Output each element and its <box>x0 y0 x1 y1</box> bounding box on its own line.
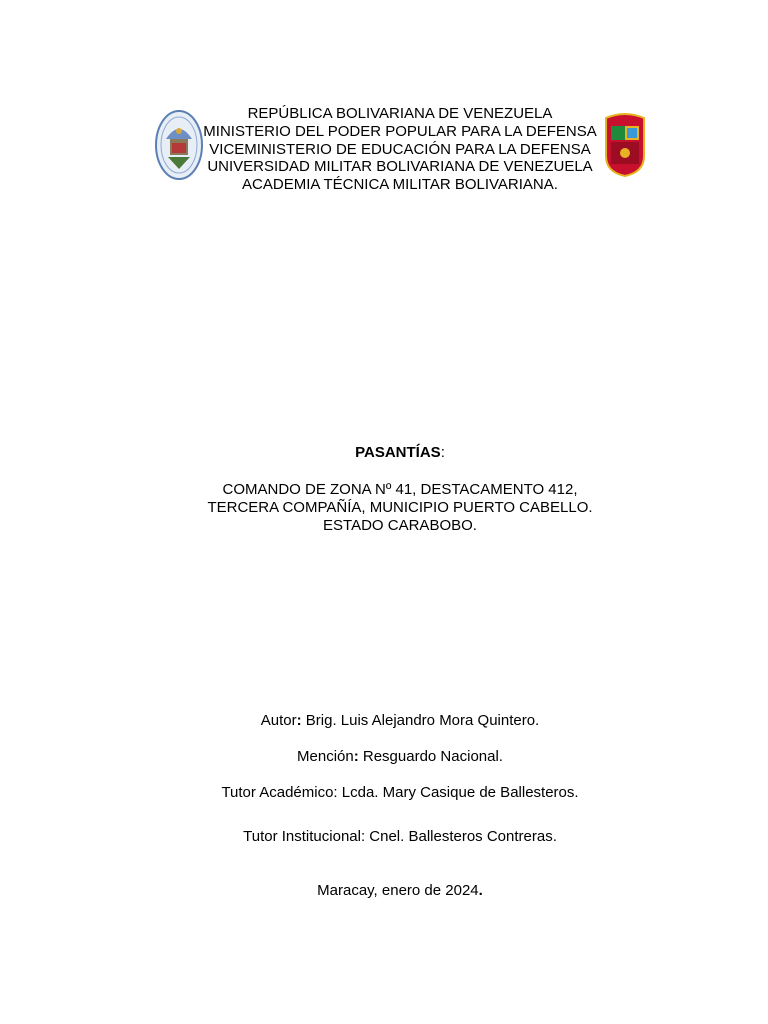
academy-shield-icon <box>603 112 647 178</box>
mention-colon: : <box>353 748 359 765</box>
author-label: Autor <box>260 712 297 729</box>
header-line-3: VICEMINISTERIO DE EDUCACIÓN PARA LA DEFENSA <box>209 140 591 158</box>
institution-header <box>0 105 768 194</box>
document-title <box>0 444 768 462</box>
academic-tutor-line: Tutor Académico: Lcda. Mary Casique de Ballesteros. <box>221 784 579 801</box>
header-line-4: UNIVERSIDAD MILITAR BOLIVARIANA DE VENEZUELA <box>207 158 593 176</box>
mention-label: Mención <box>297 748 354 765</box>
mention-line <box>0 748 768 766</box>
institutional-tutor-line: Tutor Institucional: Cnel. Ballesteros Contreras. <box>243 828 557 845</box>
author-colon: : <box>296 712 302 729</box>
title-colon: : <box>440 444 445 461</box>
place-date-period: . <box>478 882 483 899</box>
title-heading: PASANTÍAS <box>355 444 441 461</box>
author-value: Brig. Luis Alejandro Mora Quintero. <box>301 712 540 729</box>
subtitle-line-1: COMANDO DE ZONA Nº 41, DESTACAMENTO 412, <box>222 481 578 498</box>
subtitle-line-2: TERCERA COMPAÑÍA, MUNICIPIO PUERTO CABELLO. <box>207 499 593 516</box>
header-line-1: REPÚBLICA BOLIVARIANA DE VENEZUELA <box>247 105 553 122</box>
title-block <box>0 444 768 535</box>
subtitle-line-3: ESTADO CARABOBO. <box>323 517 477 534</box>
header-line-2: MINISTERIO DEL PODER POPULAR PARA LA DEFENSA <box>203 122 597 140</box>
place-date: Maracay, enero de 2024 <box>317 882 479 899</box>
header-line-5: ACADEMIA TÉCNICA MILITAR BOLIVARIANA. <box>242 176 558 194</box>
mention-value: Resguardo Nacional. <box>358 748 503 765</box>
author-line <box>0 712 768 730</box>
place-date-line <box>0 882 768 900</box>
